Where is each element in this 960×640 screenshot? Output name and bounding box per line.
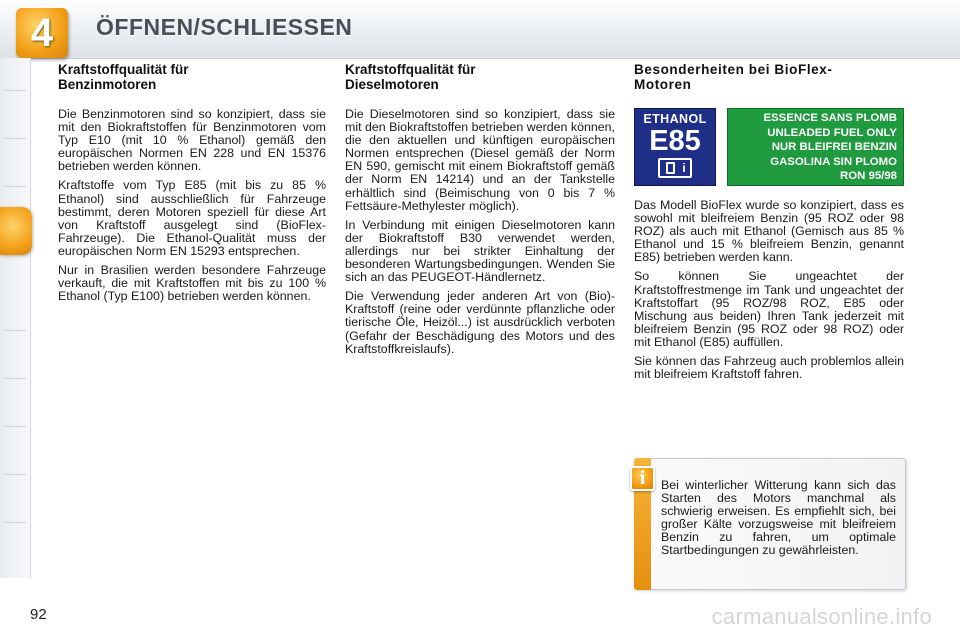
paragraph: Die Benzinmotoren sind so konzipiert, dass sie mit den Biokraftstoffen für Benzinmotoren vom Typ E10 (mit 10 % Ethanol) gemäß den europäischen Normen EN 228 und EN 15376 betrieben werden können. xyxy=(58,107,326,174)
page-title: ÖFFNEN/SCHLIESSEN xyxy=(96,14,353,40)
e85-label-top: ETHANOL xyxy=(643,112,707,126)
paragraph: Das Modell BioFlex wurde so konzipiert, dass es sowohl mit bleifreiem Benzin (95 ROZ oder 98 ROZ) als auch mit Ethanol (Gemisch aus 85 % Ethanol und 15 % bleifreiem Benzin, genannt E85) betrieben werden kann. xyxy=(634,198,904,265)
section-heading: Besonderheiten bei BioFlex- Motoren xyxy=(634,62,833,92)
chapter-number: 4 xyxy=(30,11,54,55)
column-diesel-fuel xyxy=(345,62,615,362)
rail-divider xyxy=(4,90,26,91)
paragraph: In Verbindung mit einigen Dieselmotoren kann der Biokraftstoff B30 verwendet werden, allerdings nur bei strikter Einhaltung der besonderen Wartungsbedingungen. Wenden Sie sich an das PEUGEOT-Händlernetz. xyxy=(345,217,615,285)
rail-divider xyxy=(4,426,26,427)
unleaded-label-line: NUR BLEIFREI BENZIN xyxy=(771,141,897,154)
info-icon xyxy=(630,466,655,491)
column-petrol-fuel xyxy=(58,62,326,309)
paragraph: Kraftstoffe vom Typ E85 (mit bis zu 85 % Ethanol) sind ausschließlich für Fahrzeuge bestimmt, deren Motoren speziell für diese Art von Kraftstoff ausgelegt sind (BioFlex-Fahrzeuge). Die Ethanol-Qualität muss der europäischen Norm EN 15293 entsprechen. xyxy=(58,178,326,258)
info-glyph: i xyxy=(639,467,646,489)
paragraph: Nur in Brasilien werden besondere Fahrzeuge verkauft, die mit Kraftstoffen mit bis zu 100 % Ethanol (Typ E100) betrieben werden können. xyxy=(58,263,326,304)
unleaded-label-line: ESSENCE SANS PLOMB xyxy=(763,112,897,124)
rail-divider xyxy=(4,138,26,139)
rail-divider xyxy=(4,522,26,523)
rail-divider xyxy=(4,186,26,187)
rail-divider xyxy=(4,474,26,475)
fuel-pump-icon xyxy=(666,162,675,174)
info-glyph: i xyxy=(682,161,686,175)
unleaded-label xyxy=(727,108,904,186)
e85-label-main: E85 xyxy=(649,125,701,157)
unleaded-label-line: UNLEADED FUEL ONLY xyxy=(767,126,897,139)
info-box-text: Bei winterlicher Witterung kann sich das Starten des Motors manchmal als schwierig erweisen. Es empfiehlt sich, bei großer Kälte vorzugsweise mit bleifreiem Benzin zu fahren, um optimale Startbedingungen zu gewährleisten. xyxy=(661,478,896,558)
page-number: 92 xyxy=(30,606,47,623)
paragraph: Sie können das Fahrzeug auch problemlos allein mit bleifreiem Kraftstoff fahren. xyxy=(634,354,904,382)
fuel-pump-info-icon xyxy=(658,158,692,178)
paragraph: Die Verwendung jeder anderen Art von (Bio)-Kraftstoff (reine oder verdünnte pflanzliche oder tierische Öle, Heizöl...) ist ausdrücklich verboten (Gefahr der Beschädigung des Motors und des Kraftstoffkreislaufs). xyxy=(345,289,615,356)
rail-divider xyxy=(4,330,26,331)
paragraph: Die Dieselmotoren sind so konzipiert, dass sie mit den Biokraftstoffen betrieben werden können, die den aktuellen und künftigen europäischen Normen entsprechen (Diesel gemäß der Norm EN 590, gemischt mit einem Biokraftstoff gemäß der Norm EN 14214) und an der Tankstelle erhältlich sind (Beimischung von 0 bis 7 % Fettsäure-Methylester möglich). xyxy=(345,107,615,213)
unleaded-label-line: RON 95/98 xyxy=(840,170,897,183)
chapter-badge xyxy=(16,8,68,58)
info-box xyxy=(634,458,906,590)
unleaded-label-line: GASOLINA SIN PLOMO xyxy=(770,155,897,168)
chapter-tab-rail xyxy=(0,58,31,578)
paragraph: So können Sie ungeachtet der Kraftstoffrestmenge im Tank und ungeachtet der Kraftstoffart (95 ROZ/98 ROZ, E85 oder Mischung aus beiden) Ihren Tank jederzeit mit bleifreiem Benzin (95 ROZ oder 98 ROZ) oder mit Ethanol (E85) auffüllen. xyxy=(634,269,904,349)
fuel-cap-labels xyxy=(634,108,904,188)
section-heading: Kraftstoffqualität für Benzinmotoren xyxy=(58,62,189,92)
column-bioflex xyxy=(634,62,904,387)
chapter-tab-active[interactable] xyxy=(0,207,32,255)
section-heading: Kraftstoffqualität für Dieselmotoren xyxy=(345,62,476,92)
e85-label xyxy=(634,108,716,186)
rail-divider xyxy=(4,378,26,379)
watermark: carmanualsonline.info xyxy=(711,604,932,629)
